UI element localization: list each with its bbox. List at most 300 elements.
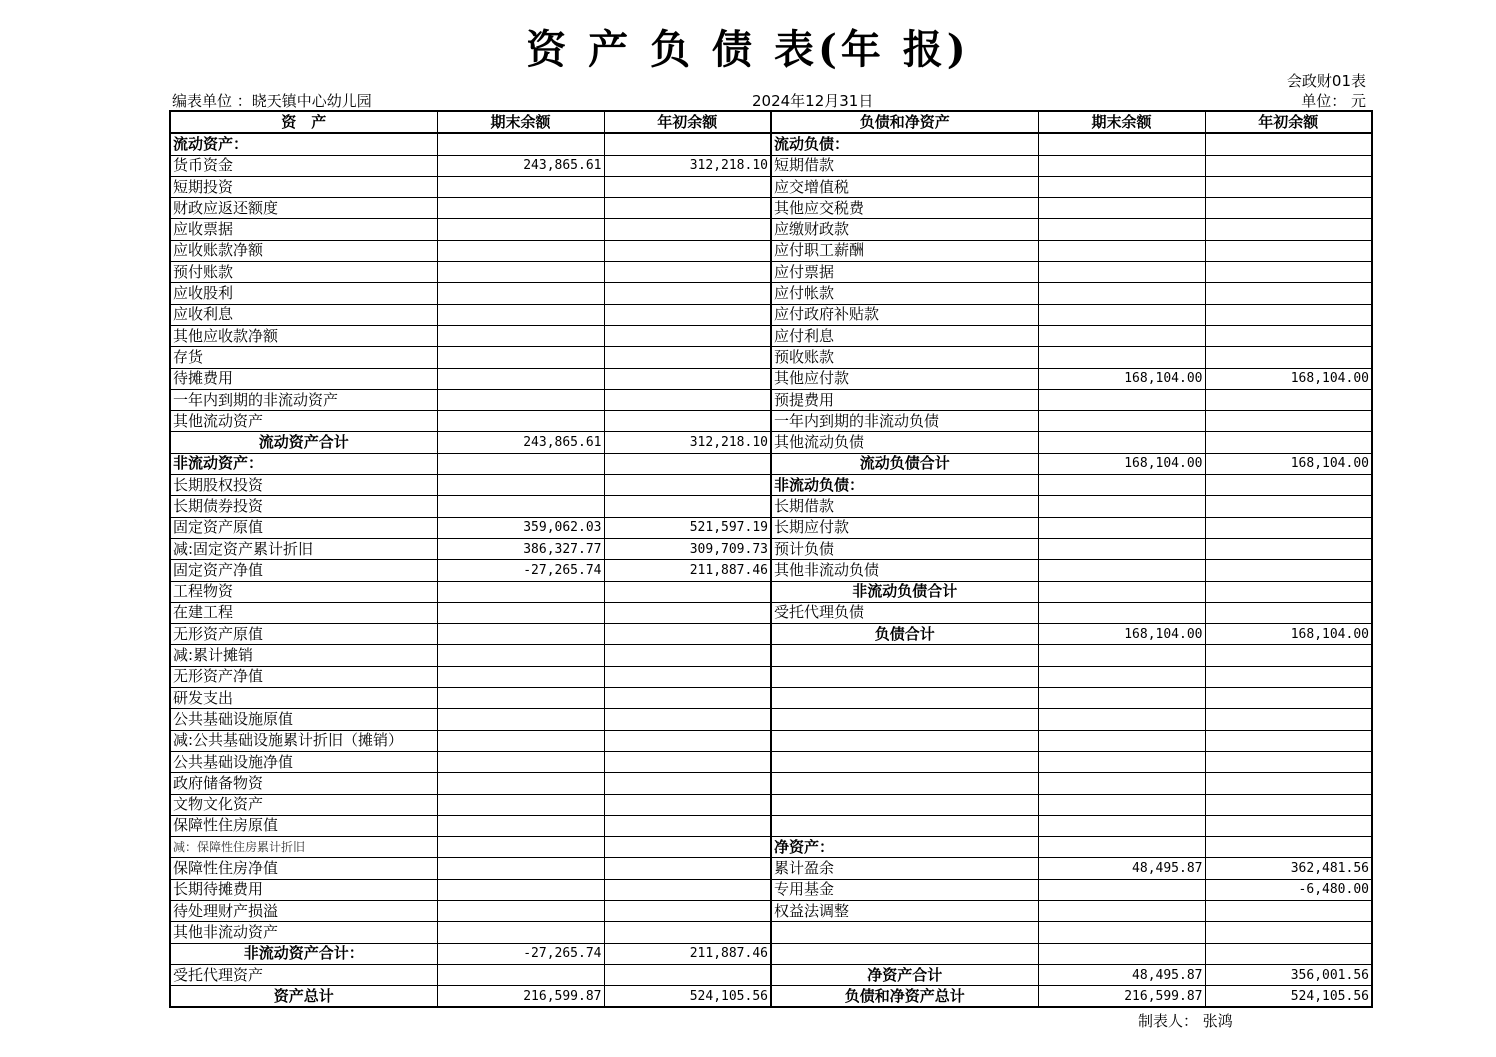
liability-item-label: 非流动负债合计 — [771, 581, 1038, 602]
liability-ending-balance — [1038, 645, 1205, 666]
liability-beginning-balance — [1205, 538, 1372, 559]
header-assets: 资 产 — [170, 111, 437, 133]
asset-beginning-balance — [604, 304, 771, 325]
liability-item-label: 权益法调整 — [771, 900, 1038, 921]
liability-beginning-balance — [1205, 304, 1372, 325]
table-header-row — [170, 111, 1372, 133]
asset-ending-balance — [437, 176, 604, 197]
liability-beginning-balance — [1205, 709, 1372, 730]
asset-ending-balance — [437, 964, 604, 985]
liability-item-label: 预提费用 — [771, 389, 1038, 410]
table-row — [170, 155, 1372, 176]
liability-ending-balance — [1038, 688, 1205, 709]
liability-ending-balance — [1038, 773, 1205, 794]
liability-ending-balance — [1038, 581, 1205, 602]
asset-beginning-balance: 211,887.46 — [604, 560, 771, 581]
table-row — [170, 837, 1372, 858]
liability-item-label: 净资产： — [771, 837, 1038, 858]
asset-item-label: 固定资产净值 — [170, 560, 437, 581]
asset-ending-balance: 243,865.61 — [437, 155, 604, 176]
table-row — [170, 283, 1372, 304]
liability-item-label: 净资产合计 — [771, 964, 1038, 985]
table-row — [170, 198, 1372, 219]
table-row — [170, 645, 1372, 666]
liability-beginning-balance: 168,104.00 — [1205, 624, 1372, 645]
asset-ending-balance — [437, 709, 604, 730]
asset-beginning-balance — [604, 347, 771, 368]
asset-beginning-balance — [604, 219, 771, 240]
asset-beginning-balance — [604, 815, 771, 836]
table-row — [170, 453, 1372, 474]
liability-beginning-balance — [1205, 347, 1372, 368]
asset-ending-balance — [437, 794, 604, 815]
table-row — [170, 815, 1372, 836]
header-liabilities: 负债和净资产 — [771, 111, 1038, 133]
table-row — [170, 943, 1372, 964]
liability-item-label: 应付职工薪酬 — [771, 240, 1038, 261]
asset-ending-balance — [437, 240, 604, 261]
asset-item-label: 其他非流动资产 — [170, 922, 437, 943]
liability-item-label: 流动负债： — [771, 133, 1038, 155]
liability-beginning-balance: 524,105.56 — [1205, 986, 1372, 1008]
liability-beginning-balance — [1205, 389, 1372, 410]
liability-item-label: 应缴财政款 — [771, 219, 1038, 240]
asset-item-label: 无形资产净值 — [170, 666, 437, 687]
asset-item-label: 固定资产原值 — [170, 517, 437, 538]
liability-ending-balance: 216,599.87 — [1038, 986, 1205, 1008]
asset-beginning-balance — [604, 368, 771, 389]
asset-item-label: 应收利息 — [170, 304, 437, 325]
asset-item-label: 资产总计 — [170, 986, 437, 1008]
asset-beginning-balance — [604, 666, 771, 687]
liability-ending-balance — [1038, 900, 1205, 921]
asset-beginning-balance — [604, 730, 771, 751]
asset-item-label: 流动资产合计 — [170, 432, 437, 453]
table-row — [170, 262, 1372, 283]
asset-beginning-balance — [604, 900, 771, 921]
liability-beginning-balance — [1205, 751, 1372, 772]
asset-ending-balance — [437, 283, 604, 304]
liability-beginning-balance — [1205, 900, 1372, 921]
table-row — [170, 879, 1372, 900]
liability-ending-balance — [1038, 879, 1205, 900]
table-row — [170, 496, 1372, 517]
currency-unit: 单位： 元 — [1301, 92, 1366, 110]
report-date: 2024年12月31日 — [752, 92, 874, 110]
liability-item-label: 其他应交税费 — [771, 198, 1038, 219]
asset-ending-balance: 243,865.61 — [437, 432, 604, 453]
asset-item-label: 短期投资 — [170, 176, 437, 197]
liability-beginning-balance — [1205, 794, 1372, 815]
asset-ending-balance — [437, 133, 604, 155]
asset-beginning-balance: 211,887.46 — [604, 943, 771, 964]
asset-beginning-balance — [604, 581, 771, 602]
table-row — [170, 751, 1372, 772]
asset-ending-balance — [437, 645, 604, 666]
asset-beginning-balance — [604, 922, 771, 943]
asset-item-label: 减：保障性住房累计折旧 — [170, 837, 437, 858]
asset-item-label: 待处理财产损溢 — [170, 900, 437, 921]
table-row — [170, 475, 1372, 496]
asset-beginning-balance — [604, 645, 771, 666]
table-row — [170, 538, 1372, 559]
liability-beginning-balance — [1205, 475, 1372, 496]
liability-item-label: 应付帐款 — [771, 283, 1038, 304]
liability-item-label — [771, 688, 1038, 709]
liability-item-label: 负债和净资产总计 — [771, 986, 1038, 1008]
liability-beginning-balance — [1205, 176, 1372, 197]
header-assets-ending: 期末余额 — [437, 111, 604, 133]
liability-ending-balance — [1038, 347, 1205, 368]
form-number: 会政财01表 — [1286, 72, 1366, 90]
liability-ending-balance: 168,104.00 — [1038, 368, 1205, 389]
asset-ending-balance — [437, 475, 604, 496]
asset-beginning-balance — [604, 964, 771, 985]
liability-beginning-balance — [1205, 155, 1372, 176]
asset-item-label: 非流动资产合计： — [170, 943, 437, 964]
asset-beginning-balance — [604, 858, 771, 879]
asset-item-label: 其他流动资产 — [170, 411, 437, 432]
liability-item-label: 预收账款 — [771, 347, 1038, 368]
liability-item-label: 应付政府补贴款 — [771, 304, 1038, 325]
asset-beginning-balance — [604, 602, 771, 623]
liability-item-label: 流动负债合计 — [771, 453, 1038, 474]
asset-item-label: 减:固定资产累计折旧 — [170, 538, 437, 559]
table-row — [170, 666, 1372, 687]
asset-item-label: 工程物资 — [170, 581, 437, 602]
liability-item-label: 受托代理负债 — [771, 602, 1038, 623]
liability-ending-balance — [1038, 517, 1205, 538]
liability-ending-balance: 48,495.87 — [1038, 858, 1205, 879]
table-row — [170, 602, 1372, 623]
liability-item-label: 累计盈余 — [771, 858, 1038, 879]
asset-ending-balance — [437, 922, 604, 943]
liability-item-label: 长期应付款 — [771, 517, 1038, 538]
liability-ending-balance — [1038, 794, 1205, 815]
asset-ending-balance — [437, 581, 604, 602]
header-liabilities-ending: 期末余额 — [1038, 111, 1205, 133]
asset-ending-balance — [437, 602, 604, 623]
liability-beginning-balance — [1205, 560, 1372, 581]
table-row — [170, 794, 1372, 815]
asset-item-label: 无形资产原值 — [170, 624, 437, 645]
liability-beginning-balance — [1205, 688, 1372, 709]
liability-ending-balance — [1038, 283, 1205, 304]
table-row — [170, 389, 1372, 410]
asset-beginning-balance — [604, 751, 771, 772]
table-row — [170, 986, 1372, 1008]
liability-item-label: 长期借款 — [771, 496, 1038, 517]
asset-item-label: 一年内到期的非流动资产 — [170, 389, 437, 410]
asset-beginning-balance — [604, 496, 771, 517]
table-row — [170, 347, 1372, 368]
asset-item-label: 非流动资产： — [170, 453, 437, 474]
table-row — [170, 624, 1372, 645]
liability-item-label — [771, 709, 1038, 730]
asset-ending-balance: 386,327.77 — [437, 538, 604, 559]
asset-beginning-balance — [604, 325, 771, 346]
liability-ending-balance: 48,495.87 — [1038, 964, 1205, 985]
asset-ending-balance — [437, 347, 604, 368]
liability-ending-balance — [1038, 751, 1205, 772]
liability-beginning-balance — [1205, 602, 1372, 623]
table-row — [170, 219, 1372, 240]
table-row — [170, 133, 1372, 155]
liability-beginning-balance: 362,481.56 — [1205, 858, 1372, 879]
table-row — [170, 560, 1372, 581]
liability-ending-balance — [1038, 922, 1205, 943]
asset-ending-balance — [437, 879, 604, 900]
asset-ending-balance — [437, 304, 604, 325]
liability-ending-balance — [1038, 133, 1205, 155]
table-row — [170, 517, 1372, 538]
liability-ending-balance — [1038, 709, 1205, 730]
balance-sheet-table — [169, 110, 1373, 1008]
liability-beginning-balance — [1205, 645, 1372, 666]
asset-item-label: 存货 — [170, 347, 437, 368]
asset-beginning-balance: 309,709.73 — [604, 538, 771, 559]
asset-item-label: 应收股利 — [170, 283, 437, 304]
liability-item-label — [771, 751, 1038, 772]
liability-beginning-balance — [1205, 517, 1372, 538]
asset-ending-balance — [437, 368, 604, 389]
asset-item-label: 公共基础设施净值 — [170, 751, 437, 772]
liability-item-label — [771, 943, 1038, 964]
liability-item-label: 应付票据 — [771, 262, 1038, 283]
asset-beginning-balance: 312,218.10 — [604, 432, 771, 453]
table-row — [170, 773, 1372, 794]
liability-beginning-balance — [1205, 496, 1372, 517]
asset-ending-balance — [437, 773, 604, 794]
liability-beginning-balance — [1205, 198, 1372, 219]
reporting-organization: 编表单位 ：晓天镇中心幼儿园 — [172, 92, 372, 110]
liability-beginning-balance — [1205, 730, 1372, 751]
liability-item-label: 其他流动负债 — [771, 432, 1038, 453]
liability-beginning-balance — [1205, 432, 1372, 453]
asset-ending-balance — [437, 858, 604, 879]
liability-ending-balance — [1038, 837, 1205, 858]
table-row — [170, 858, 1372, 879]
asset-ending-balance: 216,599.87 — [437, 986, 604, 1008]
asset-item-label: 政府储备物资 — [170, 773, 437, 794]
liability-beginning-balance — [1205, 219, 1372, 240]
asset-ending-balance — [437, 751, 604, 772]
asset-item-label: 减:公共基础设施累计折旧（摊销） — [170, 730, 437, 751]
asset-item-label: 保障性住房原值 — [170, 815, 437, 836]
liability-ending-balance — [1038, 730, 1205, 751]
table-row — [170, 688, 1372, 709]
liability-beginning-balance — [1205, 262, 1372, 283]
asset-beginning-balance: 312,218.10 — [604, 155, 771, 176]
asset-ending-balance: -27,265.74 — [437, 943, 604, 964]
table-row — [170, 900, 1372, 921]
liability-item-label: 应交增值税 — [771, 176, 1038, 197]
asset-ending-balance — [437, 219, 604, 240]
liability-ending-balance — [1038, 538, 1205, 559]
liability-item-label: 一年内到期的非流动负债 — [771, 411, 1038, 432]
table-row — [170, 240, 1372, 261]
liability-beginning-balance — [1205, 240, 1372, 261]
asset-item-label: 其他应收款净额 — [170, 325, 437, 346]
liability-ending-balance — [1038, 602, 1205, 623]
asset-item-label: 流动资产： — [170, 133, 437, 155]
asset-ending-balance — [437, 411, 604, 432]
liability-ending-balance: 168,104.00 — [1038, 453, 1205, 474]
liability-beginning-balance: 168,104.00 — [1205, 368, 1372, 389]
liability-ending-balance — [1038, 943, 1205, 964]
liability-ending-balance — [1038, 176, 1205, 197]
liability-ending-balance: 168,104.00 — [1038, 624, 1205, 645]
liability-item-label — [771, 773, 1038, 794]
asset-beginning-balance — [604, 176, 771, 197]
asset-ending-balance — [437, 262, 604, 283]
asset-beginning-balance — [604, 475, 771, 496]
asset-item-label: 待摊费用 — [170, 368, 437, 389]
asset-beginning-balance — [604, 262, 771, 283]
liability-beginning-balance — [1205, 922, 1372, 943]
asset-item-label: 研发支出 — [170, 688, 437, 709]
asset-item-label: 公共基础设施原值 — [170, 709, 437, 730]
liability-ending-balance — [1038, 219, 1205, 240]
asset-beginning-balance — [604, 283, 771, 304]
asset-beginning-balance: 524,105.56 — [604, 986, 771, 1008]
asset-beginning-balance — [604, 624, 771, 645]
asset-item-label: 应收票据 — [170, 219, 437, 240]
asset-item-label: 长期债券投资 — [170, 496, 437, 517]
asset-beginning-balance — [604, 411, 771, 432]
liability-beginning-balance: 356,001.56 — [1205, 964, 1372, 985]
liability-item-label: 其他非流动负债 — [771, 560, 1038, 581]
liability-beginning-balance — [1205, 283, 1372, 304]
asset-beginning-balance — [604, 198, 771, 219]
asset-ending-balance — [437, 496, 604, 517]
liability-ending-balance — [1038, 262, 1205, 283]
table-row — [170, 432, 1372, 453]
table-row — [170, 730, 1372, 751]
asset-beginning-balance — [604, 709, 771, 730]
asset-item-label: 减:累计摊销 — [170, 645, 437, 666]
liability-beginning-balance — [1205, 943, 1372, 964]
table-row — [170, 411, 1372, 432]
liability-beginning-balance — [1205, 581, 1372, 602]
liability-item-label — [771, 730, 1038, 751]
liability-ending-balance — [1038, 155, 1205, 176]
table-row — [170, 368, 1372, 389]
asset-beginning-balance — [604, 879, 771, 900]
liability-item-label: 应付利息 — [771, 325, 1038, 346]
liability-item-label: 负债合计 — [771, 624, 1038, 645]
header-liabilities-beginning: 年初余额 — [1205, 111, 1372, 133]
liability-item-label: 其他应付款 — [771, 368, 1038, 389]
liability-beginning-balance — [1205, 837, 1372, 858]
liability-item-label: 短期借款 — [771, 155, 1038, 176]
report-title: 资 产 负 债 表(年 报) — [526, 26, 970, 73]
asset-ending-balance: -27,265.74 — [437, 560, 604, 581]
table-row — [170, 709, 1372, 730]
liability-item-label — [771, 645, 1038, 666]
liability-item-label: 预计负债 — [771, 538, 1038, 559]
table-row — [170, 304, 1372, 325]
asset-item-label: 受托代理资产 — [170, 964, 437, 985]
asset-ending-balance — [437, 325, 604, 346]
liability-beginning-balance — [1205, 666, 1372, 687]
liability-beginning-balance — [1205, 133, 1372, 155]
asset-beginning-balance — [604, 453, 771, 474]
liability-item-label — [771, 794, 1038, 815]
liability-beginning-balance: 168,104.00 — [1205, 453, 1372, 474]
liability-ending-balance — [1038, 411, 1205, 432]
asset-beginning-balance — [604, 240, 771, 261]
liability-ending-balance — [1038, 325, 1205, 346]
liability-ending-balance — [1038, 666, 1205, 687]
table-row — [170, 581, 1372, 602]
liability-item-label: 专用基金 — [771, 879, 1038, 900]
liability-beginning-balance — [1205, 773, 1372, 794]
asset-ending-balance — [437, 815, 604, 836]
liability-ending-balance — [1038, 304, 1205, 325]
liability-ending-balance — [1038, 560, 1205, 581]
liability-ending-balance — [1038, 496, 1205, 517]
liability-beginning-balance — [1205, 815, 1372, 836]
asset-ending-balance — [437, 453, 604, 474]
liability-ending-balance — [1038, 240, 1205, 261]
asset-item-label: 文物文化资产 — [170, 794, 437, 815]
liability-beginning-balance — [1205, 411, 1372, 432]
asset-item-label: 在建工程 — [170, 602, 437, 623]
asset-beginning-balance — [604, 389, 771, 410]
asset-beginning-balance — [604, 688, 771, 709]
asset-beginning-balance — [604, 837, 771, 858]
table-row — [170, 176, 1372, 197]
asset-item-label: 应收账款净额 — [170, 240, 437, 261]
asset-ending-balance — [437, 666, 604, 687]
asset-ending-balance — [437, 837, 604, 858]
asset-beginning-balance — [604, 773, 771, 794]
asset-item-label: 货币资金 — [170, 155, 437, 176]
asset-beginning-balance: 521,597.19 — [604, 517, 771, 538]
liability-ending-balance — [1038, 815, 1205, 836]
asset-ending-balance: 359,062.03 — [437, 517, 604, 538]
liability-ending-balance — [1038, 389, 1205, 410]
liability-item-label — [771, 922, 1038, 943]
table-row — [170, 325, 1372, 346]
table-row — [170, 922, 1372, 943]
asset-ending-balance — [437, 730, 604, 751]
liability-beginning-balance: -6,480.00 — [1205, 879, 1372, 900]
asset-item-label: 长期股权投资 — [170, 475, 437, 496]
liability-ending-balance — [1038, 432, 1205, 453]
asset-ending-balance — [437, 900, 604, 921]
liability-item-label — [771, 666, 1038, 687]
asset-item-label: 长期待摊费用 — [170, 879, 437, 900]
table-row — [170, 964, 1372, 985]
asset-beginning-balance — [604, 133, 771, 155]
asset-item-label: 财政应返还额度 — [170, 198, 437, 219]
liability-item-label — [771, 815, 1038, 836]
liability-item-label: 非流动负债： — [771, 475, 1038, 496]
asset-item-label: 保障性住房净值 — [170, 858, 437, 879]
asset-item-label: 预付账款 — [170, 262, 437, 283]
asset-beginning-balance — [604, 794, 771, 815]
asset-ending-balance — [437, 389, 604, 410]
asset-ending-balance — [437, 688, 604, 709]
asset-ending-balance — [437, 624, 604, 645]
liability-ending-balance — [1038, 475, 1205, 496]
preparer-signature: 制表人： 张鸿 — [1138, 1012, 1233, 1030]
liability-beginning-balance — [1205, 325, 1372, 346]
header-assets-beginning: 年初余额 — [604, 111, 771, 133]
liability-ending-balance — [1038, 198, 1205, 219]
